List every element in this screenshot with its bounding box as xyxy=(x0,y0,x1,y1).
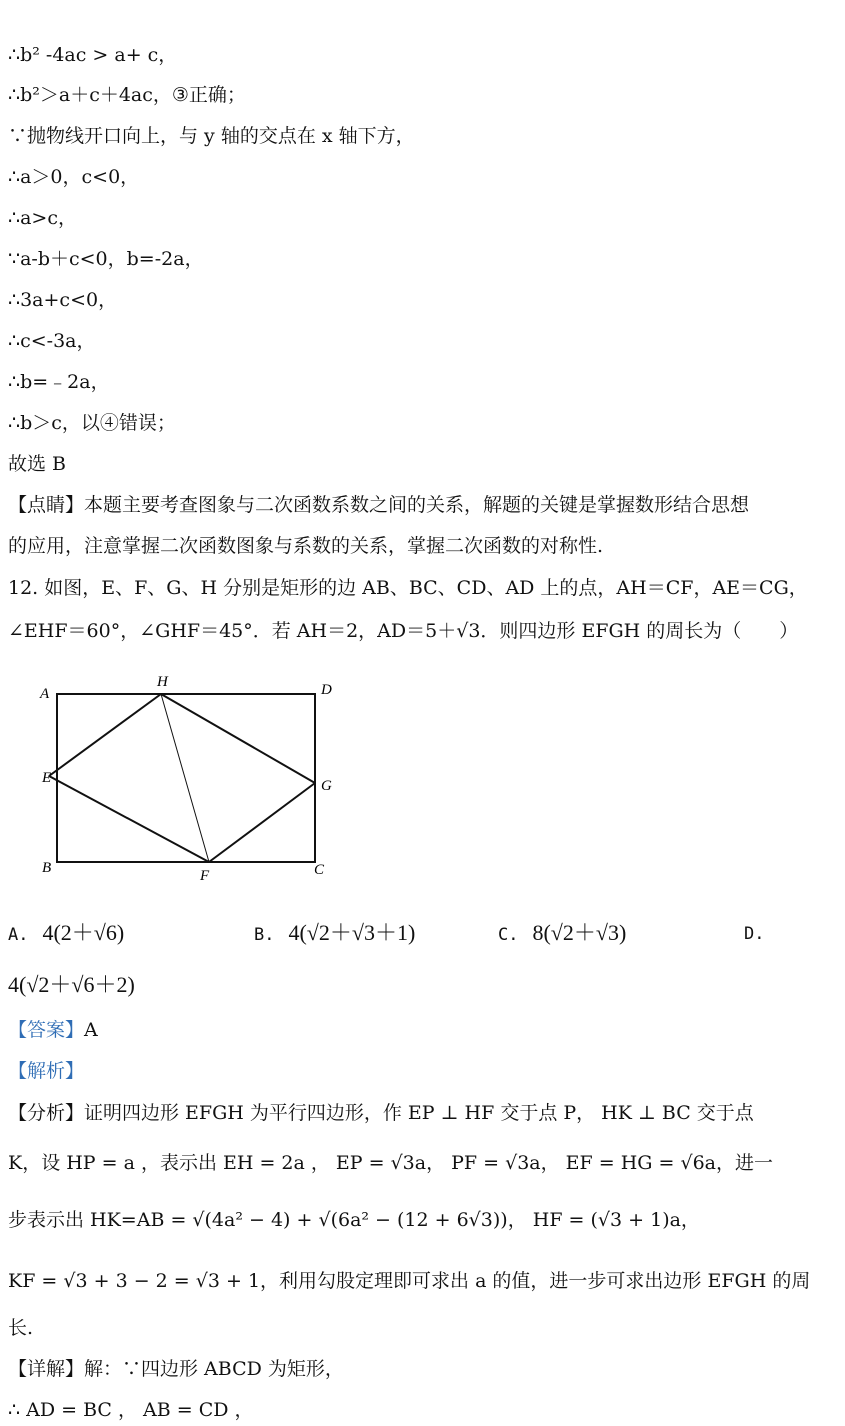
conclusion-line: 故选 B xyxy=(8,453,67,475)
segment-hf xyxy=(161,694,209,862)
segment-ef xyxy=(49,776,209,862)
analysis-line: KF = √3 + 3 − 2 = √3 + 1，利用勾股定理即可求出 a 的值，进一步可求出边形 EFGH 的周 xyxy=(8,1270,811,1292)
rectangle-figure xyxy=(30,668,350,888)
label-a: A xyxy=(40,686,50,702)
solution-line: ∴b=﹣2a， xyxy=(8,371,110,393)
label-b: B xyxy=(42,860,52,876)
option-b: B. 4(√2＋√3＋1) xyxy=(254,920,416,945)
question-line: 12. 如图，E、F、G、H 分别是矩形的边 AB、BC、CD、AD 上的点，AH＝CF，AE＝CG， xyxy=(8,577,808,599)
segment-gh xyxy=(161,694,315,783)
option-d-value: 4(√2＋√6＋2) xyxy=(8,972,135,997)
option-c: C. 8(√2＋√3) xyxy=(498,920,627,945)
detail-line: 【详解】解：∵四边形 ABCD 为矩形， xyxy=(8,1358,344,1380)
analysis-line: K，设 HP = a ，表示出 EH = 2a ， EP = √3a， PF = √3a， EF = HG = √6a，进一 xyxy=(8,1152,773,1174)
option-a: A. 4(2＋√6) xyxy=(8,920,125,945)
label-d: D xyxy=(321,682,332,698)
question-line: ∠EHF＝60°，∠GHF＝45°．若 AH＝2，AD＝5＋√3．则四边形 EFGH 的周长为（ ） xyxy=(8,620,799,642)
solution-line: ∴c<-3a， xyxy=(8,330,96,352)
answer-line: 【答案】A xyxy=(8,1019,98,1041)
comment-line: 【点睛】本题主要考查图象与二次函数系数之间的关系，解题的关键是掌握数形结合思想 xyxy=(8,494,750,516)
solution-line: ∴b²＞a＋c＋4ac，③正确； xyxy=(8,84,246,106)
analysis-line: 步表示出 HK=AB = √(4a² − 4) + √(6a² − (12 + 6√3))， HF = (√3 + 1)a， xyxy=(8,1209,700,1231)
label-e: E xyxy=(42,770,52,786)
solution-line: ∴a＞0，c<0， xyxy=(8,166,140,188)
label-h: H xyxy=(157,674,168,690)
option-d-label: D. xyxy=(744,924,765,944)
label-f: F xyxy=(200,868,210,884)
detail-line: ∴ AD = BC ， AB = CD ， xyxy=(8,1399,254,1421)
solution-line: ∵a-b＋c<0，b=-2a， xyxy=(8,248,204,270)
analysis-line: 长. xyxy=(8,1317,34,1339)
segment-he xyxy=(49,694,161,776)
solution-line: ∴b＞c，以④错误； xyxy=(8,412,176,434)
segment-fg xyxy=(209,783,315,862)
analysis-line: 【分析】证明四边形 EFGH 为平行四边形，作 EP ⊥ HF 交于点 P， HK ⊥ BC 交于点 xyxy=(8,1102,754,1124)
comment-line: 的应用，注意掌握二次函数图象与系数的关系，掌握二次函数的对称性. xyxy=(8,535,604,557)
solution-line: ∴a>c， xyxy=(8,207,77,229)
rectangle-abcd xyxy=(57,694,315,862)
solution-line: ∵抛物线开口向上，与 y 轴的交点在 x 轴下方， xyxy=(8,125,415,147)
label-c: C xyxy=(314,862,325,878)
solution-line: ∴3a+c<0， xyxy=(8,289,118,311)
analysis-heading: 【解析】 xyxy=(8,1060,85,1082)
solution-line: ∴b² -4ac > a+ c， xyxy=(8,44,178,66)
label-g: G xyxy=(321,778,332,794)
